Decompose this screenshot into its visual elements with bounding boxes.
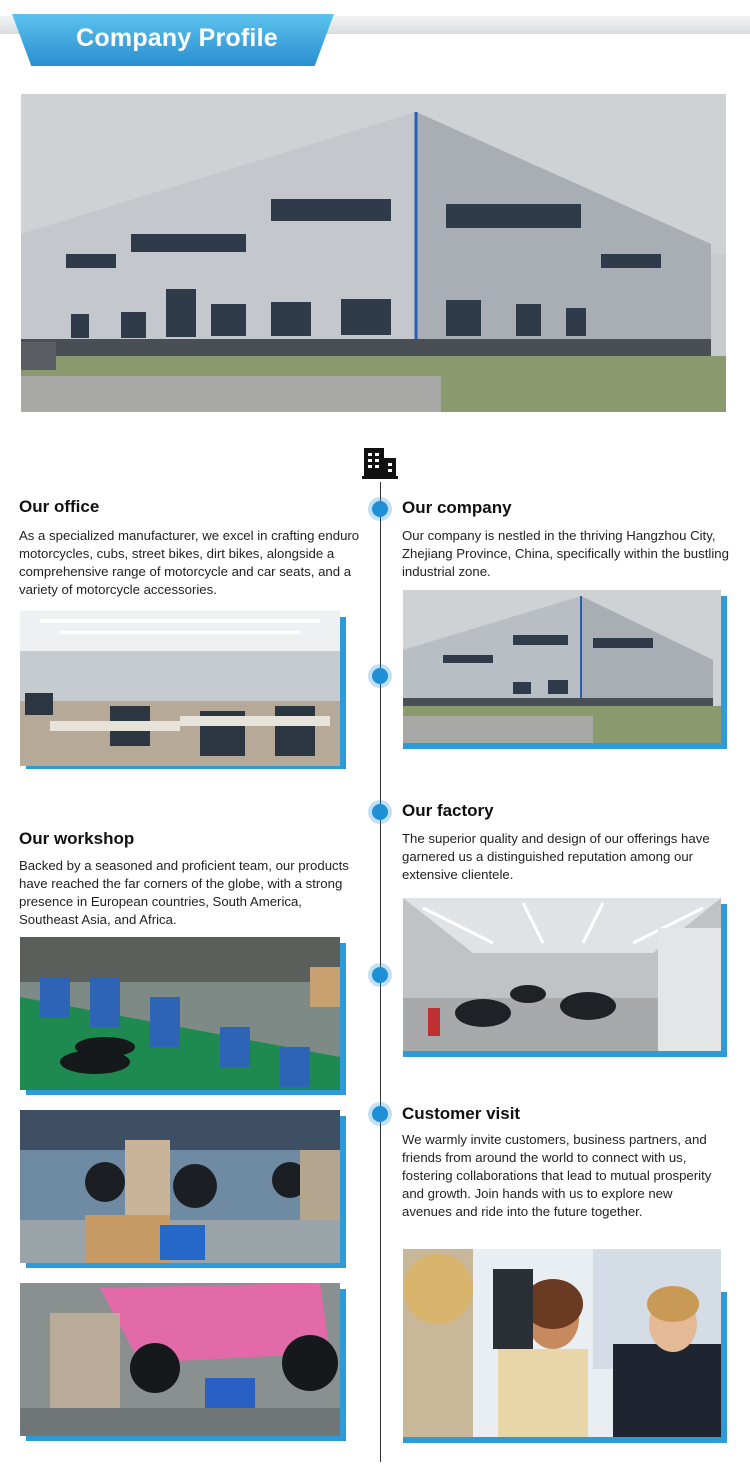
workshop-photo-3 bbox=[20, 1283, 340, 1436]
visit-photo bbox=[403, 1249, 721, 1437]
building-icon bbox=[362, 446, 398, 480]
workshop-title: Our workshop bbox=[19, 829, 135, 848]
page-title: Company Profile bbox=[76, 24, 278, 52]
office-photo bbox=[20, 611, 340, 766]
factory-title: Our factory bbox=[402, 801, 494, 820]
factory-photo bbox=[403, 898, 721, 1051]
office-text: As a specialized manufacturer, we excel in crafting enduro motorcycles, cubs, street bikes, dirt bikes, alongside a comprehensive range of motorcycle and car seats, and a variety of motorcycle accessories. bbox=[19, 528, 360, 597]
company-title: Our company bbox=[402, 498, 512, 517]
visit-title: Customer visit bbox=[402, 1104, 521, 1123]
workshop-photo-2 bbox=[20, 1110, 340, 1263]
factory-text: The superior quality and design of our offerings have garnered us a distinguished reputation among our extensive clientele. bbox=[402, 831, 710, 882]
workshop-text: Backed by a seasoned and proficient team, our products have reached the far corners of the globe, with a strong presence in European countries, South America, Southeast Asia, and Africa. bbox=[19, 858, 349, 927]
visit-text: We warmly invite customers, business partners, and friends from around the world to connect with us, fostering collaborations that lead to mutual prosperity and growth. Join hands with us to explore new avenues and ride into the future together. bbox=[402, 1132, 712, 1219]
timeline-dot bbox=[372, 1106, 388, 1122]
timeline-dot bbox=[372, 668, 388, 684]
timeline-dot bbox=[372, 804, 388, 820]
timeline-dot bbox=[372, 967, 388, 983]
office-title: Our office bbox=[19, 497, 100, 516]
timeline-dot bbox=[372, 501, 388, 517]
workshop-photo-1 bbox=[20, 937, 340, 1090]
factory-hero-photo bbox=[21, 94, 726, 412]
company-photo bbox=[403, 590, 721, 743]
company-text: Our company is nestled in the thriving Hangzhou City, Zhejiang Province, China, specifically within the bustling industrial zone. bbox=[402, 528, 729, 579]
